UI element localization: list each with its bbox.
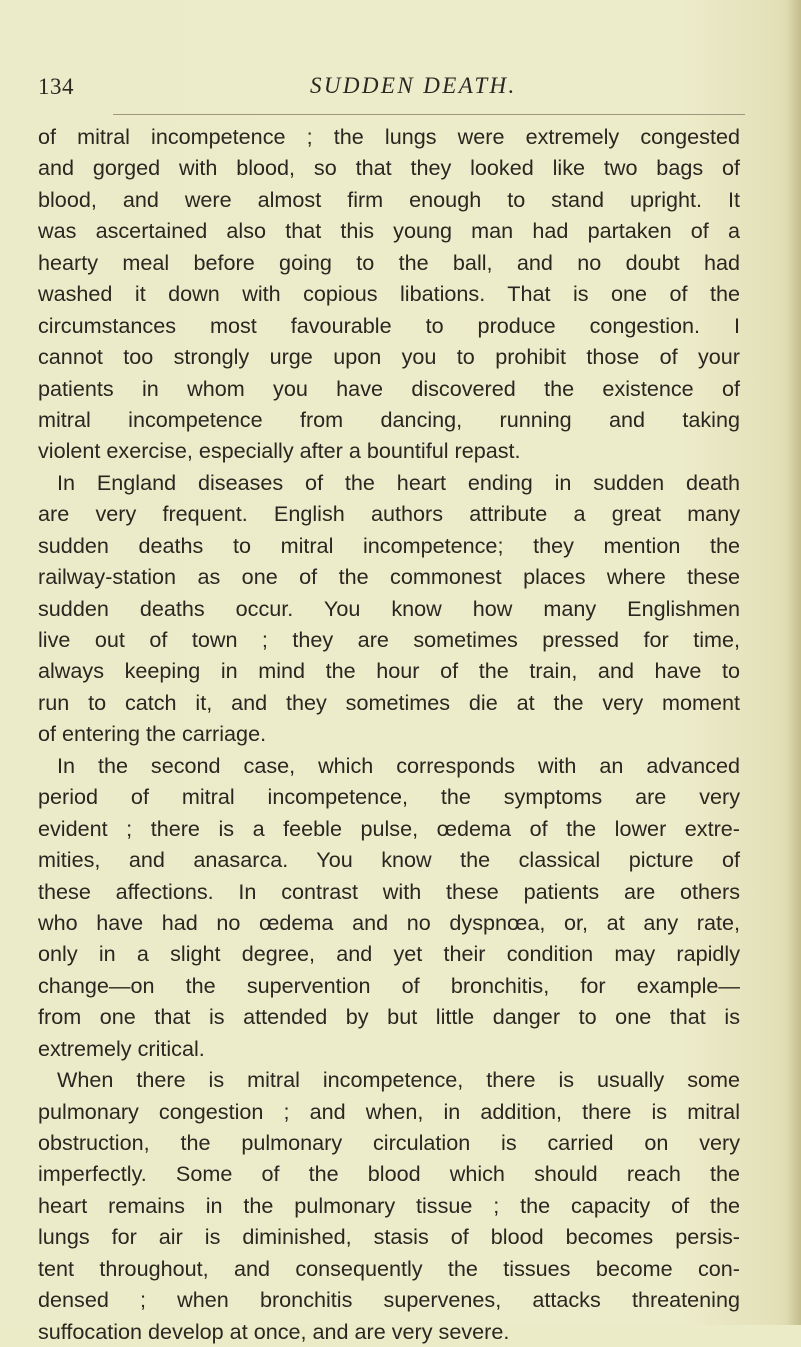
text-line: tent throughout, and consequently the tissues become con-: [38, 1255, 740, 1281]
text-line: and gorged with blood, so that they looked like two bags of: [38, 155, 740, 181]
text-line: only in a slight degree, and yet their condition may rapidly: [38, 941, 740, 967]
text-line: railway-station as one of the commonest places where these: [38, 564, 740, 590]
text-line: of mitral incompetence ; the lungs were extremely congested: [38, 124, 740, 149]
text-line: who have had no œdema and no dyspnœa, or, at any rate,: [38, 909, 740, 935]
body-text: [38, 121, 740, 1347]
paragraph-start-line: In England diseases of the heart ending in sudden death: [57, 469, 740, 495]
text-line: densed ; when bronchitis supervenes, attacks threatening: [38, 1287, 740, 1313]
text-line: sudden deaths to mitral incompetence; they mention the: [38, 532, 740, 558]
text-line: change—on the supervention of bronchitis, for example—: [38, 972, 740, 998]
text-line: mitral incompetence from dancing, running and taking: [38, 406, 740, 432]
text-line: mities, and anasarca. You know the classical picture of: [38, 847, 740, 873]
text-line: obstruction, the pulmonary circulation is carried on very: [38, 1130, 740, 1155]
text-line: hearty meal before going to the ball, and no doubt had: [38, 249, 740, 275]
text-line: always keeping in mind the hour of the train, and have to: [38, 658, 740, 684]
paragraph-start-line: When there is mitral incompetence, there is usually some: [57, 1067, 740, 1093]
paragraph-end-line: of entering the carriage.: [38, 721, 267, 747]
text-line: sudden deaths occur. You know how many Englishmen: [38, 595, 740, 621]
paragraph-end-line: extremely critical.: [38, 1035, 205, 1061]
text-line: these affections. In contrast with these patients are others: [38, 878, 740, 904]
text-line: lungs for air is diminished, stasis of blood becomes persis-: [38, 1224, 740, 1250]
text-line: heart remains in the pulmonary tissue ; the capacity of the: [38, 1192, 740, 1218]
text-line: patients in whom you have discovered the existence of: [38, 375, 740, 401]
page-number: 134: [38, 74, 74, 99]
text-line: are very frequent. English authors attribute a great many: [38, 501, 740, 527]
running-head: [0, 0, 801, 110]
text-line: was ascertained also that this young man had partaken of a: [38, 218, 740, 244]
paragraph-start-line: In the second case, which corresponds with an advanced: [57, 752, 740, 778]
paragraph-end-line: violent exercise, especially after a bountiful repast.: [38, 438, 521, 464]
text-line: from one that is attended by but little danger to one that is: [38, 1004, 740, 1030]
text-line: evident ; there is a feeble pulse, œdema of the lower extre-: [38, 815, 740, 841]
text-line: live out of town ; they are sometimes pressed for time,: [38, 627, 740, 652]
text-line: blood, and were almost firm enough to stand upright. It: [38, 186, 740, 212]
text-line: pulmonary congestion ; and when, in addition, there is mitral: [38, 1098, 740, 1124]
text-line: cannot too strongly urge upon you to prohibit those of your: [38, 344, 740, 370]
page-edge-shadow: [787, 0, 801, 1325]
text-line: imperfectly. Some of the blood which should reach the: [38, 1161, 740, 1187]
text-line: period of mitral incompetence, the symptoms are very: [38, 784, 740, 810]
header-rule: [113, 114, 745, 115]
paragraph-end-line: suffocation develop at once, and are very severe.: [38, 1318, 510, 1344]
text-line: circumstances most favourable to produce congestion. I: [38, 312, 740, 338]
text-line: washed it down with copious libations. That is one of the: [38, 281, 740, 307]
running-title: SUDDEN DEATH.: [310, 73, 517, 98]
text-line: run to catch it, and they sometimes die at the very moment: [38, 689, 740, 715]
